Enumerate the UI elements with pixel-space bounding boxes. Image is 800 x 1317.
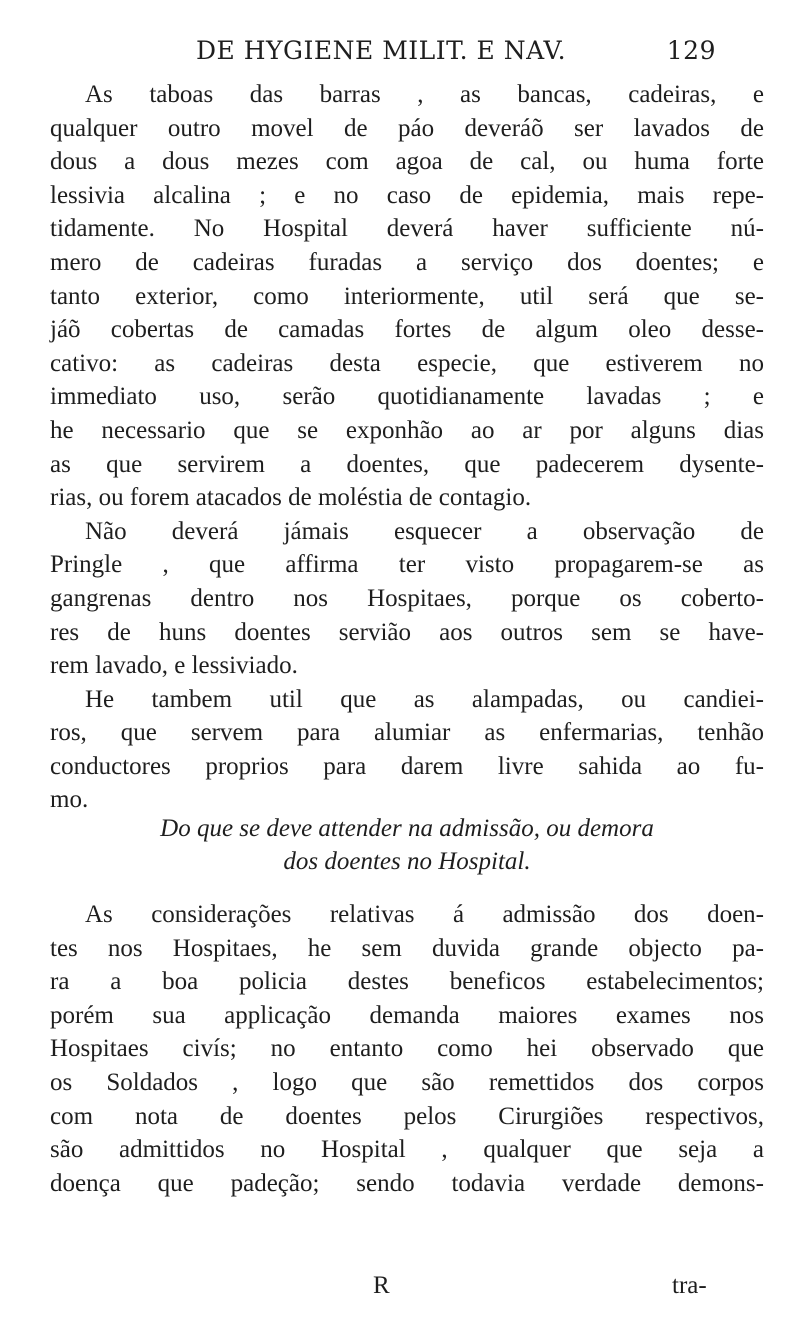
text-line: ra a boa policia destes beneficos estabelecimentos; [50,968,764,996]
heading-line: dos doentes no Hospital. [283,848,531,875]
text-line: He tambem util que as alampadas, ou candiei- [85,685,764,713]
text-line: immediato uso, serão quotidianamente lavadas ; e [50,383,764,411]
text-line: tanto exterior, como interiormente, util será que se- [50,282,764,310]
text-line: As considerações relativas á admissão dos doen- [85,901,764,928]
page-number: 129 [666,36,716,65]
heading-line: Do que se deve attender na admissão, ou demora [160,815,654,842]
text-line: gangrenas dentro nos Hospitaes, porque os coberto- [50,584,764,612]
running-title: DE HYGIENE MILIT. E NAV. [196,36,567,65]
text-line: doença que padeção; sendo todavia verdade demons- [50,1169,764,1197]
text-line: rem lavado, e lessiviado. [50,652,298,680]
text-line: conductores proprios para darem livre sahida ao fu- [50,752,764,780]
text-line: he necessario que se exponhão ao ar por alguns dias [50,416,764,444]
text-line: ros, que servem para alumiar as enfermarias, tenhão [50,719,764,747]
running-header [196,36,716,65]
text-line: jáõ cobertas de camadas fortes de algum oleo desse- [50,316,764,344]
text-line: cativo: as cadeiras desta especie, que estiverem no [50,349,764,377]
text-line: com nota de doentes pelos Cirurgiões respectivos, [50,1102,764,1130]
text-line: Pringle , que affirma ter visto propagarem-se as [50,551,764,579]
text-line: As taboas das barras , as bancas, cadeiras, e [85,81,764,108]
text-line: porém sua applicação demanda maiores exames nos [50,1001,764,1029]
text-line: dous a dous mezes com agoa de cal, ou huma forte [50,148,764,176]
text-line: rias, ou forem atacados de moléstia de contagio. [50,484,532,512]
text-line: os Soldados , logo que são remettidos dos corpos [50,1068,764,1096]
text-line: Não deverá jámais esquecer a observação de [85,517,764,545]
text-line: mero de cadeiras furadas a serviço dos doentes; e [50,248,764,276]
text-line: mo. [50,786,89,814]
text-line: as que servirem a doentes, que padecerem dysente- [50,450,764,478]
catchword: tra- [672,1272,707,1299]
text-line: tes nos Hospitaes, he sem duvida grande objecto pa- [50,934,764,962]
main-text-block [50,78,764,817]
text-line: qualquer outro movel de páo deveráõ ser lavados de [50,114,764,142]
text-line: res de huns doentes servião aos outros sem se have- [50,618,764,646]
text-line: lessivia alcalina ; e no caso de epidemia, mais repe- [50,181,764,209]
text-line: são admittidos no Hospital , qualquer que seja a [50,1136,764,1164]
section-heading [50,812,764,878]
text-line: Hospitaes civís; no entanto como hei observado que [50,1035,764,1063]
second-text-block [50,898,764,1200]
text-line: tidamente. No Hospital deverá haver sufficiente nú- [50,215,764,243]
signature-mark: R [373,1272,390,1299]
